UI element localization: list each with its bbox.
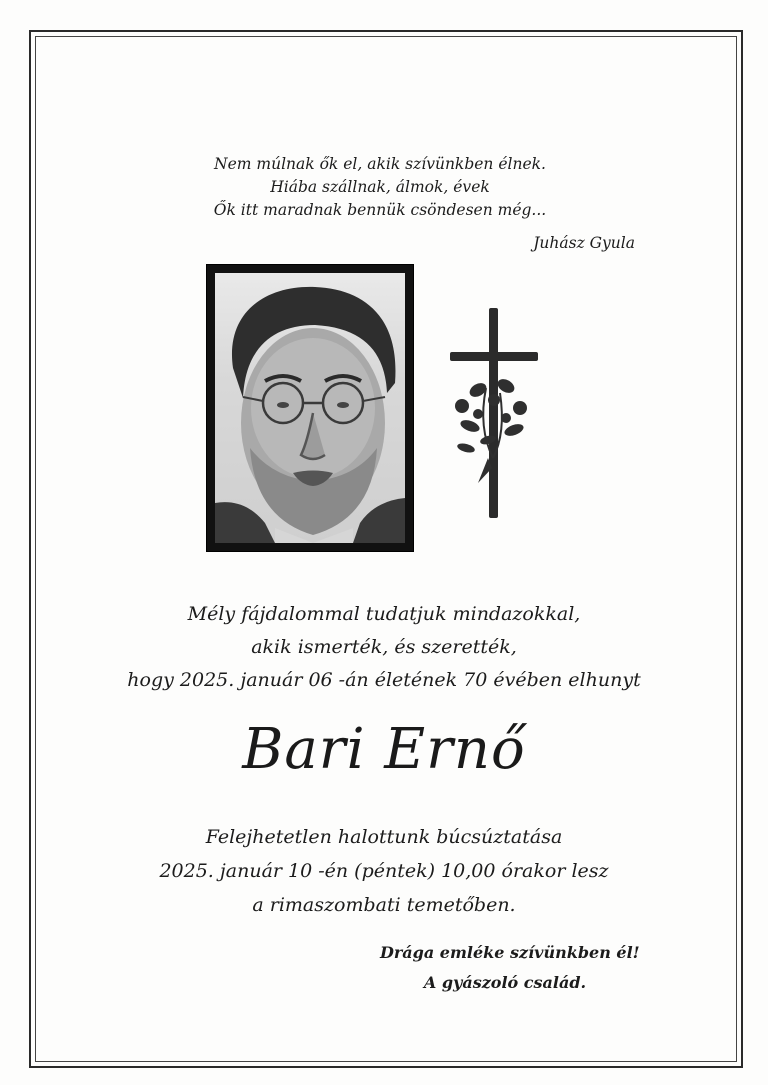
poem-line: Nem múlnak ők el, akik szívünkben élnek.: [214, 155, 546, 173]
funeral-line: a rimaszombati temetőben.: [252, 894, 516, 916]
funeral-line: Felejhetetlen halottunk búcsúztatása: [205, 826, 563, 848]
funeral-details: [140, 820, 628, 922]
poem-quote: [180, 153, 580, 222]
poem-line: Hiába szállnak, álmok, évek: [270, 178, 490, 196]
closing-message: [380, 938, 640, 998]
closing-line: A gyászoló család.: [423, 973, 587, 992]
closing-line: Drága emléke szívünkben él!: [380, 943, 640, 962]
announcement-line: Mély fájdalommal tudatjuk mindazokkal,: [187, 603, 581, 625]
deceased-name: Bari Ernő: [242, 717, 526, 782]
announcement-line: akik ismerték, és szerették,: [251, 636, 517, 658]
death-announcement: [120, 598, 648, 697]
announcement-line: hogy 2025. január 06 -án életének 70 évében elhunyt: [127, 669, 641, 691]
portrait-photo: [215, 273, 405, 543]
poem-line: Ők itt maradnak bennük csöndesen még...: [213, 201, 547, 219]
cross-with-flowers-icon: [448, 308, 540, 522]
portrait-illustration: [215, 273, 405, 543]
poem-author: Juhász Gyula: [533, 234, 635, 252]
funeral-line: 2025. január 10 -én (péntek) 10,00 órakor lesz: [159, 860, 609, 882]
portrait-photo-frame: [206, 264, 414, 552]
